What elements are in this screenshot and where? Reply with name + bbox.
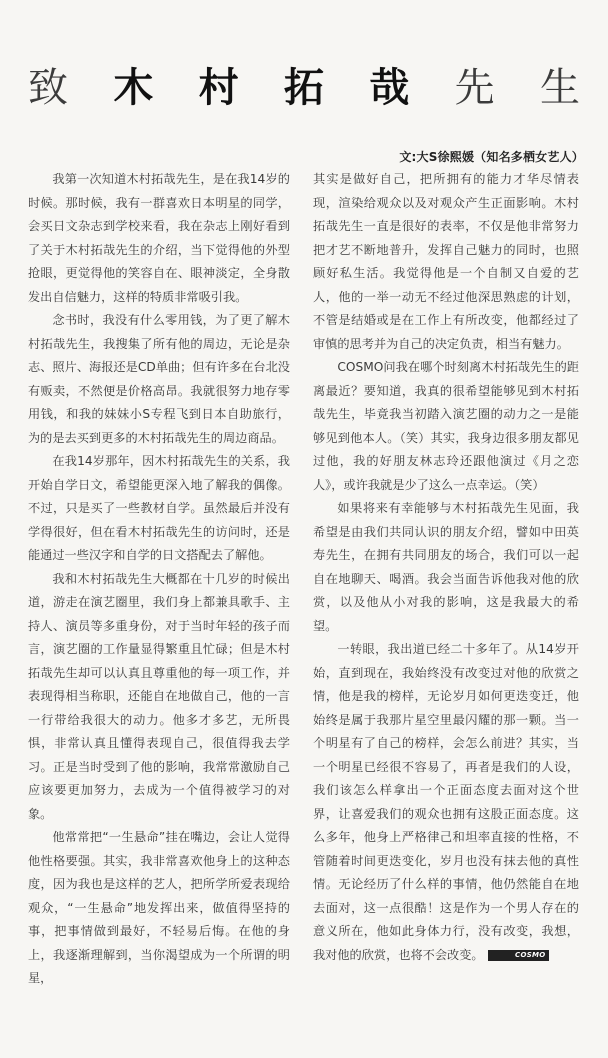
paragraph: 我和木村拓哉先生大概都在十几岁的时候出道，游走在演艺圈里，我们身上都兼具歌手、主持人、演员等多重身份，对于当时年轻的孩子而言，演艺圈的工作量显得繁重且忙碌；但是木村拓哉先生却可以认真且尊重他的每一项工作，并表现得相当称职，还能自在地做自己，他的一言一行带给我很大的动力。他多才多艺，无所畏惧，非常认真且懂得表现自己，很值得我去学习。正是当时受到了他的影响，我常常激励自己应该要更加努力，去成为一个值得被学习的对象。 (28, 571, 290, 821)
byline: 文:大S徐熙媛（知名多栖女艺人） (399, 150, 584, 164)
title-char: 拓 (283, 64, 324, 111)
paragraph-text: COSMO问我在哪个时刻离木村拓哉先生的距离最近？要知道，我真的很希望能够见到木村拓哉先生，毕竟我当初踏入演艺圈的动力之一是能够见到他本人。（笑）其实，我身边很多朋友都见过他，我的好朋友林志玲还跟他演过《月之恋人》，或许我就是少了这么一点幸运。（笑） (313, 360, 579, 492)
paragraph-text: 其实是做好自己，把所拥有的能力才华尽情表现，渲染给观众以及对观众产生正面影响。木村拓哉先生一直是很好的表率，不仅是他非常努力把才艺不断地普升，发挥自己魅力的同时，也照顾好私生活。我觉得他是一个自制又自爱的艺人，他的一举一动无不经过他深思熟虑的计划，不管是结婚或是在工作上有所改变，他都经过了审慎的思考并为自己的决定负责，相当有魅力。 (313, 172, 579, 351)
title-char: 哉 (369, 64, 410, 111)
paragraph-text: 如果将来有幸能够与木村拓哉先生见面，我希望是由我们共同认识的朋友介绍，譬如中田英寿先生，在拥有共同朋友的场合，我们可以一起自在地聊天、喝酒。我会当面告诉他我对他的欣赏，以及他从小对我的影响，这是我最大的希望。 (313, 501, 579, 633)
title-char: 先 (454, 65, 495, 111)
cosmo-end-logo: COSMO (488, 950, 549, 961)
left-column (28, 168, 290, 991)
paragraph (313, 168, 579, 356)
paragraph (313, 497, 579, 638)
paragraph: 念书时，我没有什么零用钱，为了更了解木村拓哉先生，我搜集了所有他的周边，无论是杂志、照片、海报还是CD单曲；但有许多在台北没有贩卖，不然便是价格高昂。我就很努力地存零用钱，和我的妹妹小S专程飞到日本自助旅行，为的是去买到更多的木村拓哉先生的周边商品。 (28, 313, 290, 445)
title-char: 致 (28, 65, 68, 111)
right-column (313, 168, 579, 967)
paragraph-text: 一转眼，我出道已经二十多年了。从14岁开始，直到现在，我始终没有改变过对他的欣赏之情，他是我的榜样，无论岁月如何更迭变迁，他始终是属于我那片星空里最闪耀的那一颗。当一个明星有了自己的榜样，会怎么前进？其实，当一个明星已经很不容易了，再者是我们的人设，我们该怎么样拿出一个正面态度去面对这个世界，让喜爱我们的观众也拥有这股正面态度。这么多年，他身上严格律己和坦率直接的性格，不管随着时间更迭变化，岁月也没有抹去他的真性情。无论经历了什么样的事情，他仍然能自在地去面对，这一点很酷！这是作为一个男人存在的意义所在，他如此身体力行，没有改变，我想，我对他的欣赏，也将不会改变。 (313, 642, 579, 962)
title-char: 木 (113, 64, 154, 111)
article-title (22, 60, 586, 116)
title-char: 村 (198, 64, 239, 111)
paragraph (313, 638, 579, 967)
title-char: 生 (539, 65, 580, 111)
paragraph: 我第一次知道木村拓哉先生，是在我14岁的时候。那时候，我有一群喜欢日本明星的同学，会买日文杂志到学校来看，我在杂志上刚好看到了关于木村拓哉先生的介绍，当下觉得他的外型抢眼，更觉得他的笑容自在、眼神淡定，全身散发出自信魅力，这样的特质非常吸引我。 (28, 172, 290, 304)
paragraph: 在我14岁那年，因木村拓哉先生的关系，我开始自学日文，希望能更深入地了解我的偶像。不过，只是买了一些教材自学。虽然最后并没有学得很好，但在看木村拓哉先生的访问时，还是能通过一些汉字和自学的日文搭配去了解他。 (28, 454, 290, 562)
paragraph (313, 356, 579, 497)
paragraph: 他常常把“一生悬命”挂在嘴边，会让人觉得他性格要强。其实，我非常喜欢他身上的这种态度，因为我也是这样的艺人，把所学所爱表现给观众，“一生悬命”地发挥出来，做值得坚持的事，把事情做到最好，不轻易后悔。在他的身上，我逐渐理解到，当你渴望成为一个所谓的明星， (28, 830, 290, 985)
